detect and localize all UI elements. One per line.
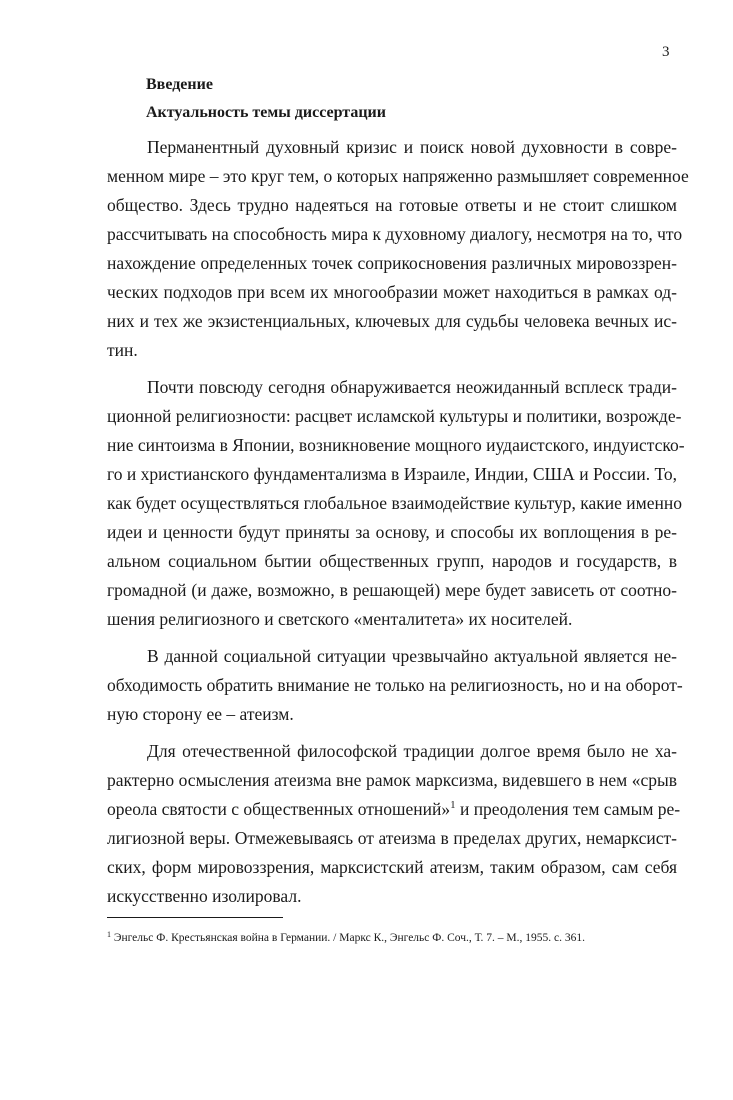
text-line: рассчитывать на способность мира к духовному диалогу, несмотря на то, что	[107, 224, 683, 244]
text-line: Для отечественной философской традиции долгое время было не ха-	[147, 741, 677, 761]
text-line: идеи и ценности будут приняты за основу, и способы их воплощения в ре-	[107, 522, 677, 542]
section-heading-intro: Введение	[146, 76, 213, 93]
text-line: громадной (и даже, возможно, в решающей) мере будет зависеть от соотно-	[107, 580, 677, 600]
text-line: нахождение определенных точек соприкосновения различных мировоззрен-	[107, 253, 677, 273]
text-line: них и тех же экзистенциальных, ключевых для судьбы человека вечных ис-	[107, 311, 677, 331]
page-number: 3	[662, 44, 670, 60]
text-line: рактерно осмысления атеизма вне рамок марксизма, видевшего в нем «срыв	[107, 770, 677, 790]
text-segment: и преодоления тем самым ре-	[459, 799, 681, 819]
text-line: шения религиозного и светского «менталитета» их носителей.	[107, 609, 573, 629]
text-line: ционной религиозности: расцвет исламской культуры и политики, возрожде-	[107, 406, 682, 426]
text-line: тин.	[107, 340, 138, 360]
text-line: ских, форм мировоззрения, марксистский атеизм, таким образом, сам себя	[107, 857, 677, 877]
text-line	[107, 799, 681, 819]
text-line: го и христианского фундаментализма в Израиле, Индии, США и России. То,	[107, 464, 677, 484]
footnote	[107, 932, 585, 944]
text-segment: ореола святости с общественных отношений»	[107, 799, 451, 819]
text-line: обходимость обратить внимание не только на религиозность, но и на оборот-	[107, 675, 683, 695]
text-line: Почти повсюду сегодня обнаруживается неожиданный всплеск тради-	[147, 377, 677, 397]
text-line: лигиозной веры. Отмежевываясь от атеизма в пределах других, немарксист-	[107, 828, 677, 848]
text-line: В данной социальной ситуации чрезвычайно актуальной является не-	[147, 646, 677, 666]
text-line: Перманентный духовный кризис и поиск новой духовности в совре-	[147, 137, 677, 157]
text-line: менном мире – это круг тем, о которых напряженно размышляет современное	[107, 166, 689, 186]
footnote-reference[interactable]: 1	[450, 799, 456, 811]
footnote-marker: 1	[107, 930, 111, 939]
text-line: альном социальном бытии общественных групп, народов и государств, в	[107, 551, 677, 571]
text-line: как будет осуществляться глобальное взаимодействие культур, какие именно	[107, 493, 682, 513]
text-line: ную сторону ее – атеизм.	[107, 704, 294, 724]
text-line: общество. Здесь трудно надеяться на готовые ответы и не стоит слишком	[107, 195, 677, 215]
footnote-text: Энгельс Ф. Крестьянская война в Германии. / Маркс К., Энгельс Ф. Соч., Т. 7. – М., 1955. с. 361.	[113, 932, 585, 944]
section-heading-relevance: Актуальность темы диссертации	[146, 104, 386, 121]
footnote-separator	[107, 917, 283, 918]
text-line: ние синтоизма в Японии, возникновение мощного иудаистского, индуистско-	[107, 435, 685, 455]
text-line: искусственно изолировал.	[107, 886, 302, 906]
text-line: ческих подходов при всем их многообразии может находиться в рамках од-	[107, 282, 677, 302]
